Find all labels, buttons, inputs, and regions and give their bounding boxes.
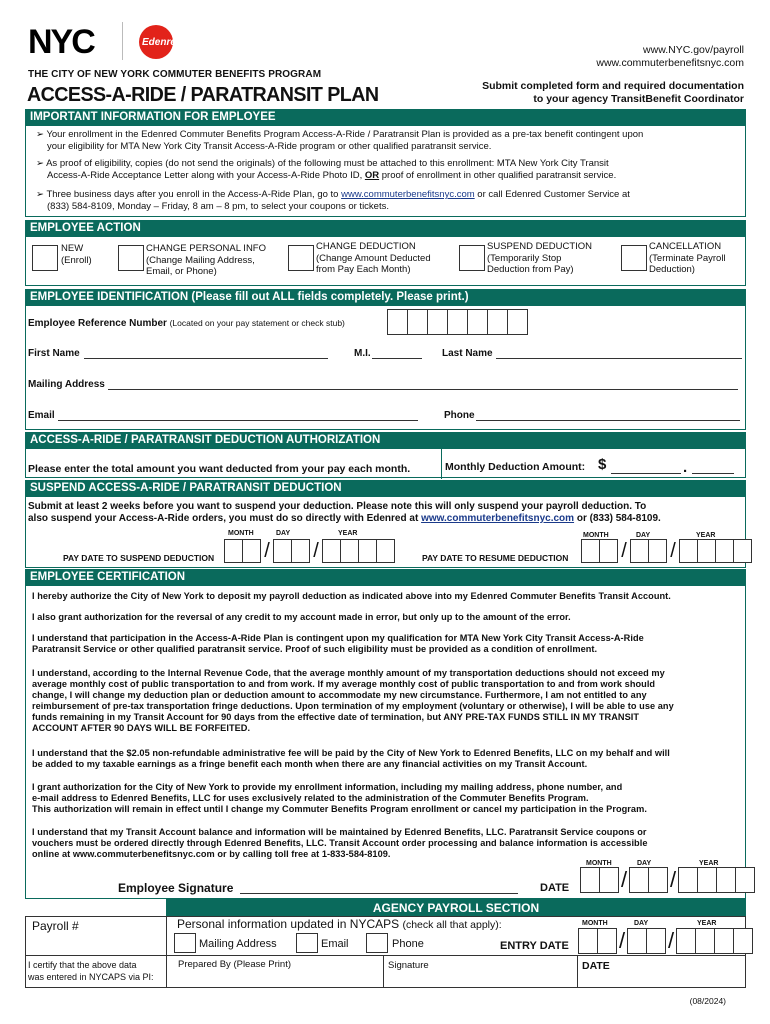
- cert-p3-line-2: Paratransit Service or other qualified paratransit service. Proof of such eligibility must be provided as a condition of enrollment.: [32, 644, 598, 654]
- resume-year-box[interactable]: [697, 539, 716, 563]
- program-name: THE CITY OF NEW YORK COMMUTER BENEFITS PROGRAM: [28, 69, 322, 80]
- email-checkbox[interactable]: [296, 933, 318, 953]
- bullet-3-line-2: (833) 584-8109, Monday – Friday, 8 am – 8 pm, to select your coupons or tickets.: [47, 200, 389, 212]
- certify-nycaps-text: [28, 959, 154, 983]
- resume-day-box[interactable]: [648, 539, 667, 563]
- suspend-instructions: [28, 501, 661, 525]
- agency-date-label: DATE: [582, 960, 610, 972]
- phone-checkbox[interactable]: [366, 933, 388, 953]
- suspend-year-box[interactable]: [376, 539, 395, 563]
- cert-paragraph-2: I also grant authorization for the reversal of any credit to my account made in error, but only up to the amount of the error.: [32, 612, 571, 622]
- cert-p5-line-1: I understand that the $2.05 non-refundable administrative fee will be paid by the City of New York to Edenred Benefits, LLC on my behalf and will: [32, 748, 670, 758]
- entry-month-box[interactable]: [597, 928, 617, 954]
- bullet-2: [36, 158, 616, 181]
- deduction-cents-field[interactable]: [692, 473, 734, 474]
- entry-year-box[interactable]: [714, 928, 734, 954]
- employee-action-body: [25, 236, 746, 286]
- cert-p4-line-1: I understand, according to the Internal Revenue Code, that the average monthly amount of my transportation deductions should not exceed my: [32, 668, 665, 678]
- bullet-2-line-2b: proof of enrollment in other qualified paratransit service.: [379, 169, 617, 181]
- suspend-day-box[interactable]: [273, 539, 292, 563]
- new-label-2: (Enroll): [61, 254, 92, 266]
- cert-p7-line-1: I understand that my Transit Account balance and information will be maintained by Edenred Benefits, LLC. Paratransit Service coupons or: [32, 827, 647, 837]
- ref-digit-box[interactable]: [467, 309, 488, 335]
- last-name-label: Last Name: [442, 348, 493, 359]
- cert-p4-line-5: funds remaining in my Transit Account for 90 days from the effective date of termination, but ANY PRE-TAX FUNDS STILL IN MY TRANSIT: [32, 712, 640, 722]
- deduction-dollars-field[interactable]: [611, 473, 681, 474]
- resume-month-label: MONTH: [583, 532, 609, 539]
- submit-line-2: to your agency TransitBenefit Coordinator: [533, 93, 744, 105]
- deduction-authorization-header: ACCESS-A-RIDE / PARATRANSIT DEDUCTION AUTHORIZATION: [25, 432, 746, 448]
- suspend-line-2b: or (833) 584-8109.: [574, 513, 661, 524]
- new-label: [61, 243, 92, 266]
- employee-identification-body: [25, 305, 746, 430]
- cancellation-label: [649, 241, 726, 276]
- date-slash: /: [670, 540, 676, 562]
- logo-divider: [122, 22, 123, 60]
- entry-year-box[interactable]: [695, 928, 715, 954]
- agency-signature-label: Signature: [388, 960, 429, 971]
- nycaps-check-all: (check all that apply):: [402, 919, 502, 931]
- employee-ref-label: [28, 318, 345, 330]
- entry-month-label: MONTH: [582, 920, 608, 927]
- employee-ref-hint: (Located on your pay statement or check stub): [169, 318, 345, 328]
- date-slash: /: [669, 867, 677, 892]
- resume-year-label: YEAR: [696, 532, 716, 539]
- first-name-field[interactable]: [84, 358, 328, 359]
- suspend-line-2a: also suspend your Access-A-Ride orders, you must do so directly with Edenred at: [28, 513, 422, 524]
- pay-date-resume-label: PAY DATE TO RESUME DEDUCTION: [422, 553, 569, 563]
- agency-phone-label: Phone: [392, 938, 424, 950]
- sig-year-box[interactable]: [697, 867, 717, 893]
- agency-divider-3: [166, 955, 746, 956]
- phone-label: Phone: [444, 410, 475, 421]
- resume-year-box[interactable]: [715, 539, 734, 563]
- sig-year-box[interactable]: [735, 867, 755, 893]
- signature-date-boxes: [580, 867, 755, 893]
- cert-p5-line-2: be added to my taxable earnings as a fringe benefit each month when there are any financial activities on my Transit Account.: [32, 759, 588, 769]
- sig-month-box[interactable]: [580, 867, 600, 893]
- employee-identification-header: EMPLOYEE IDENTIFICATION (Please fill out ALL fields completely. Please print.): [25, 289, 746, 305]
- nyc-logo: NYC: [28, 23, 94, 61]
- agency-divider-4: [383, 955, 384, 988]
- cert-p4-line-2: average monthly cost of public transportation to and from work. If my average monthly cost of public transportation to and from work should: [32, 679, 656, 689]
- important-info-header: IMPORTANT INFORMATION FOR EMPLOYEE: [25, 109, 746, 125]
- payroll-url[interactable]: www.NYC.gov/payroll: [643, 44, 744, 56]
- revision-date: (08/2024): [689, 996, 726, 1006]
- ref-digit-box[interactable]: [407, 309, 428, 335]
- email-field[interactable]: [58, 420, 418, 421]
- commuter-url[interactable]: www.commuterbenefitsnyc.com: [596, 57, 744, 69]
- suspend-year-label: YEAR: [338, 530, 358, 537]
- new-checkbox[interactable]: [32, 245, 58, 271]
- new-label-1: NEW: [61, 243, 84, 254]
- nycaps-title: Personal information updated in NYCAPS: [177, 917, 400, 931]
- agency-payroll-header: AGENCY PAYROLL SECTION: [166, 899, 746, 917]
- prepared-by-label: Prepared By (Please Print): [178, 959, 291, 970]
- change-deduction-label: [316, 241, 431, 276]
- ref-digit-box[interactable]: [447, 309, 468, 335]
- sig-day-box[interactable]: [629, 867, 649, 893]
- suspend-deduction-body: [25, 496, 746, 568]
- employee-ref-boxes: [387, 309, 528, 335]
- bullet-icon: ➢: [36, 158, 44, 169]
- cert-paragraph-1: I hereby authorize the City of New York to deposit my payroll deduction as indicated above into my Edenred Commuter Benefits Transit Account.: [32, 591, 671, 601]
- entry-day-box[interactable]: [646, 928, 666, 954]
- suspend-year-box[interactable]: [322, 539, 341, 563]
- certify-line-1: I certify that the above data: [28, 960, 137, 970]
- nycaps-label: [177, 917, 502, 931]
- mailing-address-checkbox[interactable]: [174, 933, 196, 953]
- bullet-1-line-1: Your enrollment in the Edenred Commuter Benefits Program Access-A-Ride / Paratransit Plan is provided as a pre-tax benefit contingent upon: [46, 129, 644, 140]
- sig-year-label: YEAR: [699, 860, 719, 867]
- entry-day-label: DAY: [634, 920, 649, 927]
- sig-day-box[interactable]: [648, 867, 668, 893]
- resume-month-box[interactable]: [581, 539, 600, 563]
- resume-month-box[interactable]: [599, 539, 618, 563]
- sig-month-box[interactable]: [599, 867, 619, 893]
- cert-p7-line-3: online at www.commuterbenefitsnyc.com or by calling toll free at 1-833-584-8109.: [32, 849, 391, 859]
- entry-year-box[interactable]: [733, 928, 753, 954]
- date-slash: /: [667, 928, 675, 953]
- entry-date-boxes: [578, 928, 753, 954]
- sig-day-label: DAY: [637, 860, 652, 867]
- important-info-body: [25, 125, 746, 217]
- cancellation-label-3: Deduction): [649, 264, 695, 275]
- mi-field[interactable]: [372, 358, 422, 359]
- bullet-icon: ➢: [36, 189, 44, 200]
- cancellation-label-2: (Terminate Payroll: [649, 252, 726, 264]
- resume-year-box[interactable]: [733, 539, 752, 563]
- entry-year-label: YEAR: [697, 920, 717, 927]
- date-slash: /: [621, 540, 627, 562]
- deduction-prompt: Please enter the total amount you want deducted from your pay each month.: [28, 463, 411, 475]
- decimal-point: .: [683, 459, 688, 476]
- ref-digit-box[interactable]: [427, 309, 448, 335]
- cert-paragraph-6: [32, 782, 740, 815]
- date-slash: /: [313, 540, 319, 562]
- submit-instructions: [482, 80, 744, 106]
- cert-p7-line-2: vouchers must be ordered directly through Edenred Benefits, LLC. Transit Account order processing and balance information is accessible: [32, 838, 648, 848]
- last-name-field[interactable]: [496, 358, 742, 359]
- suspend-checkbox[interactable]: [459, 245, 485, 271]
- deduction-divider: [441, 449, 442, 479]
- bullet-3-line-1a: Three business days after you enroll in the Access-A-Ride Plan, go to: [46, 189, 342, 200]
- change-deduction-label-3: from Pay Each Month): [316, 264, 411, 275]
- bullet-2-line-2a: Access-A-Ride Acceptance Letter along with your Access-A-Ride Photo ID,: [47, 169, 365, 181]
- suspend-year-box[interactable]: [340, 539, 359, 563]
- entry-month-box[interactable]: [578, 928, 598, 954]
- edenred-logo: [132, 20, 182, 64]
- date-slash: /: [264, 540, 270, 562]
- bullet-3: [36, 189, 630, 212]
- suspend-day-box[interactable]: [291, 539, 310, 563]
- bullet-1-line-2: your eligibility for MTA New York City Transit Access-A-Ride program or other qualified paratransit service.: [47, 140, 492, 152]
- cert-p4-line-3: change, I will change my deduction plan or deduction amount to accommodate my new circumstance. Furthermore, I am not entitled to any: [32, 690, 647, 700]
- agency-mailing-label: Mailing Address: [199, 938, 277, 950]
- agency-divider-5: [577, 955, 578, 988]
- cancellation-checkbox[interactable]: [621, 245, 647, 271]
- cert-p6-line-3: This authorization will remain in effect until I change my Commuter Benefits Program enrollment or cancel my participation in the Program.: [32, 804, 647, 814]
- date-slash: /: [620, 867, 628, 892]
- sig-year-box[interactable]: [716, 867, 736, 893]
- mi-label: M.I.: [354, 348, 371, 359]
- change-info-label-2: (Change Mailing Address,: [146, 254, 255, 266]
- suspend-label: [487, 241, 592, 276]
- suspend-link[interactable]: www.commuterbenefitsnyc.com: [421, 513, 575, 524]
- entry-date-label: ENTRY DATE: [500, 940, 569, 952]
- change-deduction-label-2: (Change Amount Deducted: [316, 252, 431, 264]
- resume-year-box[interactable]: [679, 539, 698, 563]
- ref-digit-box[interactable]: [387, 309, 408, 335]
- cert-paragraph-7: [32, 827, 740, 860]
- phone-field[interactable]: [476, 420, 740, 421]
- email-label: Email: [28, 410, 55, 421]
- suspend-label-2: (Temporarily Stop: [487, 252, 562, 264]
- pay-date-suspend-label: PAY DATE TO SUSPEND DEDUCTION: [63, 553, 215, 563]
- cert-p4-line-6: ACCOUNT AFTER 90 DAYS WILL BE FORFEITED.: [32, 723, 251, 733]
- agency-divider-1: [166, 916, 167, 988]
- change-info-label-3: Email, or Phone): [146, 266, 217, 277]
- employee-signature-field[interactable]: [240, 893, 518, 894]
- ref-digit-box[interactable]: [487, 309, 508, 335]
- mailing-address-field[interactable]: [108, 389, 738, 390]
- bullet-3-line-1b: or call Edenred Customer Service at: [474, 189, 630, 200]
- cert-paragraph-5: [32, 748, 740, 770]
- employee-action-header: EMPLOYEE ACTION: [25, 220, 746, 236]
- suspend-month-label: MONTH: [228, 530, 254, 537]
- first-name-label: First Name: [28, 348, 80, 359]
- suspend-deduction-header: SUSPEND ACCESS-A-RIDE / PARATRANSIT DEDUCTION: [25, 480, 746, 496]
- resume-day-label: DAY: [636, 532, 651, 539]
- cert-paragraph-3: [32, 633, 740, 655]
- sig-year-box[interactable]: [678, 867, 698, 893]
- suspend-day-label: DAY: [276, 530, 291, 537]
- page-title: ACCESS-A-RIDE / PARATRANSIT PLAN: [27, 83, 379, 106]
- agency-email-label: Email: [321, 938, 349, 950]
- entry-day-box[interactable]: [627, 928, 647, 954]
- cert-paragraph-4: [32, 668, 740, 734]
- signature-date-label: DATE: [540, 882, 570, 894]
- resume-date-boxes: [581, 539, 752, 563]
- monthly-deduction-label: Monthly Deduction Amount:: [445, 461, 586, 473]
- employee-certification-header: EMPLOYEE CERTIFICATION: [25, 569, 746, 585]
- submit-line-1: Submit completed form and required documentation: [482, 80, 744, 92]
- cert-p3-line-1: I understand that participation in the Access-A-Ride Plan is contingent upon my qualification for MTA New York City Transit Access-A-Ride: [32, 633, 644, 643]
- employee-signature-label: Employee Signature: [118, 881, 234, 895]
- dollar-sign: $: [598, 456, 607, 473]
- ref-digit-box[interactable]: [507, 309, 528, 335]
- mailing-address-label: Mailing Address: [28, 379, 105, 390]
- entry-year-box[interactable]: [676, 928, 696, 954]
- certify-line-2: was entered in NYCAPS via PI:: [28, 972, 154, 982]
- bullet-2-or: OR: [364, 169, 380, 181]
- agency-divider-2: [25, 955, 166, 956]
- cancellation-label-1: CANCELLATION: [649, 241, 722, 252]
- commuter-link[interactable]: www.commuterbenefitsnyc.com: [341, 189, 475, 200]
- change-deduction-label-1: CHANGE DEDUCTION: [316, 241, 416, 252]
- employee-ref-title: Employee Reference Number: [28, 318, 167, 329]
- suspend-line-1: Submit at least 2 weeks before you want to suspend your deduction. Please note this will only suspend your payroll deduction. To: [28, 501, 647, 512]
- payroll-number-label: Payroll #: [32, 919, 79, 933]
- cert-p4-line-4: reimbursement of pre-tax transportation fringe deductions. Upon termination of my employment (voluntary or otherwise), I will be able to use any: [32, 701, 674, 711]
- date-slash: /: [618, 928, 626, 953]
- suspend-month-box[interactable]: [224, 539, 243, 563]
- header-urls: [596, 44, 744, 70]
- change-deduction-checkbox[interactable]: [288, 245, 314, 271]
- bullet-icon: ➢: [36, 129, 44, 140]
- resume-day-box[interactable]: [630, 539, 649, 563]
- change-info-checkbox[interactable]: [118, 245, 144, 271]
- bullet-1: [36, 129, 643, 152]
- change-info-label-1: CHANGE PERSONAL INFO: [146, 243, 267, 254]
- suspend-month-box[interactable]: [242, 539, 261, 563]
- bullet-2-line-1: As proof of eligibility, copies (do not send the originals) of the following must be attached to this enrollment: MTA New York City Transit: [46, 158, 609, 169]
- sig-month-label: MONTH: [586, 860, 612, 867]
- deduction-authorization-body: [25, 448, 746, 478]
- cert-p6-line-2: e-mail address to Edenred Benefits, LLC for uses exclusively related to the administration of the Commuter Benefits Program.: [32, 793, 589, 803]
- suspend-year-box[interactable]: [358, 539, 377, 563]
- edenred-logo-text: Edenred: [142, 37, 182, 48]
- cert-p6-line-1: I grant authorization for the City of New York to provide my enrollment information, including my mailing address, phone number, and: [32, 782, 623, 792]
- suspend-label-1: SUSPEND DEDUCTION: [487, 241, 593, 252]
- suspend-date-boxes: [224, 539, 395, 563]
- change-info-label: [146, 243, 266, 278]
- suspend-label-3: Deduction from Pay): [487, 264, 574, 275]
